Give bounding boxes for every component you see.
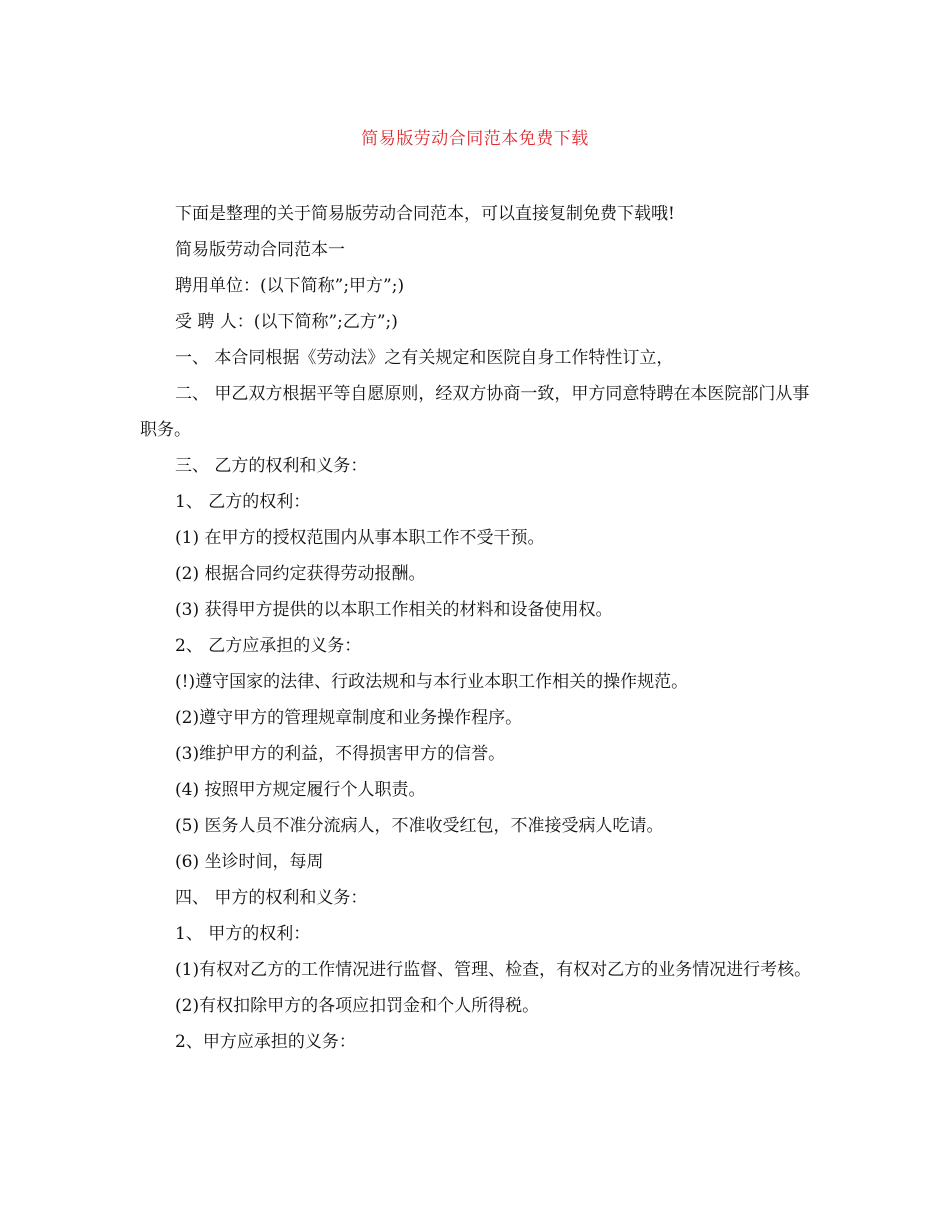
paragraph-duty-4: (4) 按照甲方规定履行个人职责。 [175, 780, 426, 800]
paragraph-party-a-duties: 2、甲方应承担的义务： [175, 1032, 356, 1052]
paragraph-clause-3: 三、 乙方的权利和义务： [175, 456, 368, 476]
paragraph-clause-1: 一、 本合同根据《劳动法》之有关规定和医院自身工作特性订立， [175, 348, 674, 368]
paragraph-duty-2: (2)遵守甲方的管理规章制度和业务操作程序。 [175, 708, 523, 728]
paragraph-clause-4: 四、 甲方的权利和义务： [175, 888, 368, 908]
document-title: 简易版劳动合同范本免费下载 [361, 129, 589, 149]
paragraph-employee: 受 聘 人：(以下简称”;乙方”;) [175, 312, 398, 332]
paragraph-intro: 下面是整理的关于简易版劳动合同范本，可以直接复制免费下载哦! [175, 204, 675, 224]
document-body [140, 196, 815, 1060]
paragraph-right-1: (1) 在甲方的授权范围内从事本职工作不受干预。 [175, 528, 545, 548]
paragraph-a-right-1: (1)有权对乙方的工作情况进行监督、管理、检查，有权对乙方的业务情况进行考核。 [175, 960, 812, 980]
paragraph-duty-1: (!)遵守国家的法律、行政法规和与本行业本职工作相关的操作规范。 [175, 672, 689, 692]
paragraph-party-b-duties: 2、 乙方应承担的义务： [175, 636, 362, 656]
paragraph-a-right-2: (2)有权扣除甲方的各项应扣罚金和个人所得税。 [175, 996, 540, 1016]
paragraph-section-heading: 简易版劳动合同范本一 [175, 240, 345, 260]
paragraph-party-a-rights: 1、 甲方的权利： [175, 924, 311, 944]
paragraph-right-3: (3) 获得甲方提供的以本职工作相关的材料和设备使用权。 [175, 600, 613, 620]
paragraph-duty-5: (5) 医务人员不准分流病人，不准收受红包，不准接受病人吃请。 [175, 816, 664, 836]
paragraph-duty-3: (3)维护甲方的利益，不得损害甲方的信誉。 [175, 744, 506, 764]
paragraph-employer: 聘用单位：(以下简称”;甲方”;) [175, 276, 405, 296]
paragraph-duty-6: (6) 坐诊时间，每周 [175, 852, 324, 872]
paragraph-clause-2: 二、 甲乙双方根据平等自愿原则，经双方协商一致，甲方同意特聘在本医院部门从事 职务。 [140, 384, 810, 440]
paragraph-right-2: (2) 根据合同约定获得劳动报酬。 [175, 564, 426, 584]
paragraph-party-b-rights: 1、 乙方的权利： [175, 492, 311, 512]
